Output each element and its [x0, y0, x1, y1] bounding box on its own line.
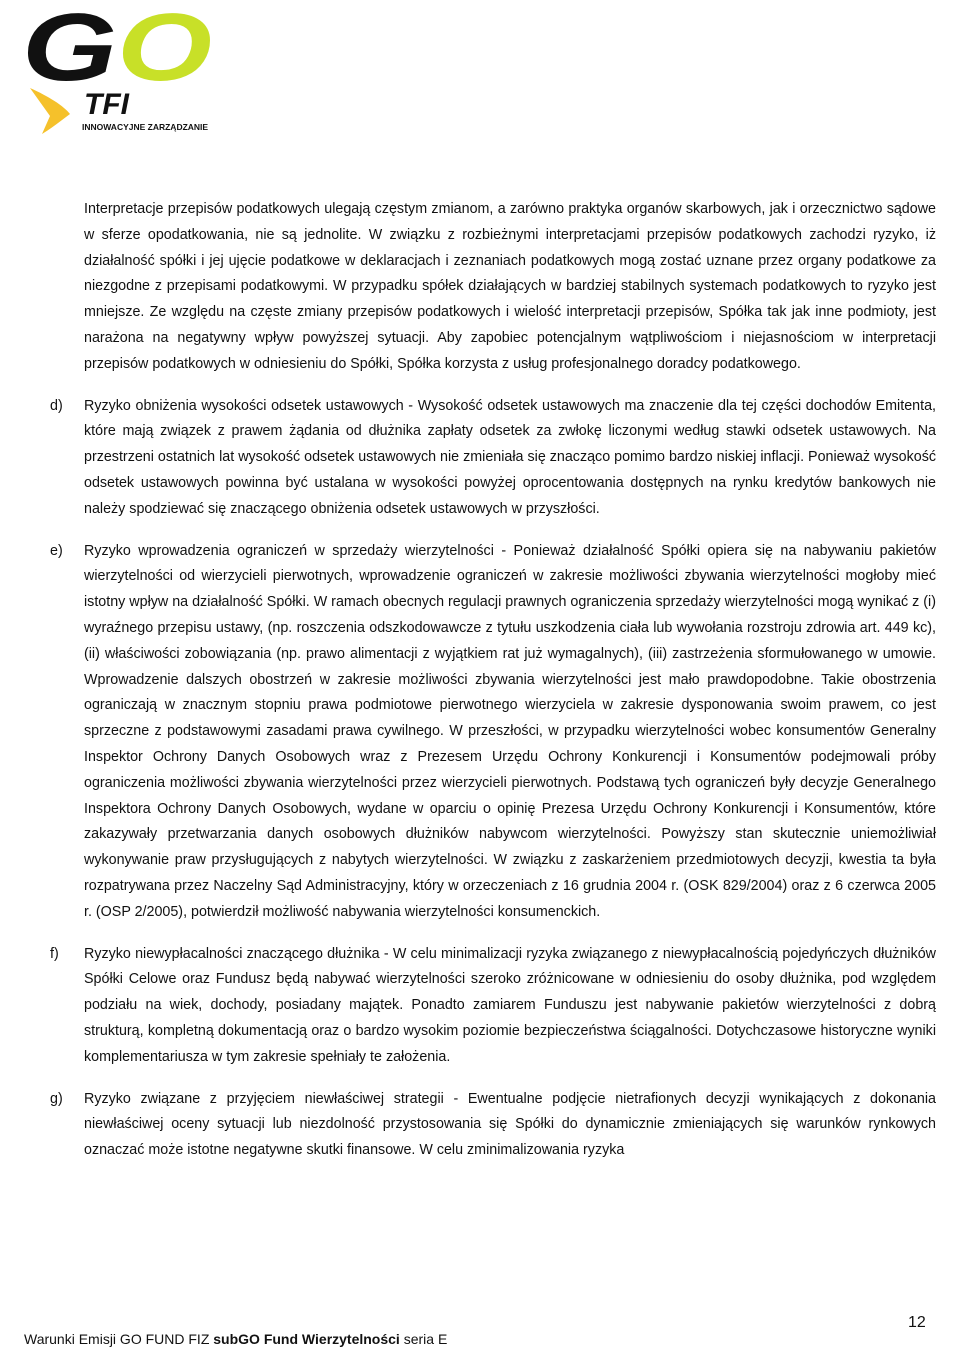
list-marker: e)	[50, 542, 63, 559]
footer-prefix: Warunki Emisji GO FUND FIZ	[24, 1331, 214, 1347]
footer-suffix: seria E	[399, 1331, 448, 1347]
list-item-e	[0, 539, 960, 926]
page-footer	[24, 1330, 447, 1348]
list-marker: d)	[50, 397, 63, 414]
go-tfi-logo	[22, 6, 237, 136]
page-number: 12	[908, 1314, 926, 1331]
list-marker: g)	[50, 1090, 63, 1107]
list-item-d	[0, 394, 960, 523]
list-item-g	[0, 1087, 960, 1164]
document-body	[0, 197, 960, 1164]
list-item-text: Ryzyko wprowadzenia ograniczeń w sprzedaży wierzytelności - Ponieważ działalność Spółki opiera się na nabywaniu pakietów wierzytelności od wierzycieli pierwotnych, wprowadzenie ograniczeń w zakresie możliwości zbywania wierzytelności mogłoby mieć istotny wpływ na działalność Spółki. W ramach obecnych regulacji prawnych ograniczenia sprzedaży wierzytelności mogą wynikać z (i) wyraźnego przepisu ustawy, (np. roszczenia odszkodowawcze z tytułu uszkodzenia ciała lub wywołania rozstroju zdrowia art. 449 kc), (ii) właściwości zobowiązania (np. prawo alimentacji z wyjątkiem rat już wymagalnych), (iii) zastrzeżenia sformułowanego w umowie. Wprowadzenie dalszych obostrzeń w zakresie możliwości zbywania wierzytelności jest mało prawdopodobne. Takie obostrzenia ograniczają w znacznym stopniu prawa podmiotowe pierwotnego wierzyciela w zakresie dysponowania swoim prawem, co jest sprzeczne z podstawowymi zasadami prawa cywilnego. W przeszłości, w przypadku wierzytelności wobec konsumentów Generalny Inspektor Ochrony Danych Osobowych wraz z Prezesem Urzędu Ochrony Konkurencji i Konsumentów podejmowali próby ograniczenia możliwości zbywania wierzytelności przez wierzycieli pierwotnych. Podstawą tych ograniczeń były decyzje Generalnego Inspektora Ochrony Danych Osobowych, wydane w oparciu o opinię Prezesa Urzędu Ochrony Konkurencji i Konsumentów, które zakazywały przetwarzania danych osobowych dłużników nabywcom wierzytelności. Powyższy stan skutecznie uniemożliwiał wykonywanie praw przysługujących z nabytych wierzytelności. W związku z zaskarżeniem przedmiotowych decyzji, kwestia ta była rozpatrywana przez Naczelny Sąd Administracyjny, który w orzeczeniach z 16 grudnia 2004 r. (OSK 829/2004) oraz z 6 czerwca 2005 r. (OSP 2/2005), potwierdził możliwość nabywania wierzytelności konsumenckich.	[84, 542, 936, 920]
logo-main-text: G O	[22, 6, 192, 101]
list-item-text: Ryzyko obniżenia wysokości odsetek ustawowych - Wysokość odsetek ustawowych ma znaczenie dla tej części dochodów Emitenta, które mają związek z prawem żądania od dłużnika zapłaty odsetek za zwłokę liczonymi według stawki odsetek ustawowych. Na przestrzeni ostatnich lat wysokość odsetek ustawowych nie zmieniała się znacząco pomimo bardzo niskiej inflacji. Ponieważ wysokość odsetek ustawowych powinna być ustalana w wysokości powyżej oprocentowania dostępnych na rynku kredytów bankowych nie należy spodziewać się znaczącego obniżenia odsetek ustawowych w przyszłości.	[84, 397, 936, 517]
intro-paragraph: Interpretacje przepisów podatkowych ulegają częstym zmianom, a zarówno praktyka organów skarbowych, jak i orzecznictwo sądowe w sferze opodatkowania, nie są jednolite. W związku z rozbieżnymi interpretacjami przepisów podatkowych zachodzi ryzyko, iż działalność spółki i jej ujęcie podatkowe w deklaracjach i zeznaniach podatkowych mogą zostać uznane przez organy podatkowe za niezgodne z przepisami podatkowymi. W przypadku spółek działających w bardziej stabilnych systemach podatkowych to ryzyko jest mniejsze. Ze względu na częste zmiany przepisów podatkowych i wielość interpretacji przepisów, Spółka tak jak inne podmioty, jest narażona na negatywny wpływ powyższej sytuacji. Aby zapobiec potencjalnym wątpliwościom i niejasnościom w interpretacji przepisów podatkowych w odniesieniu do Spółki, Spółka korzysta z usług profesjonalnego doradcy podatkowego.	[84, 201, 936, 372]
list-item-text: Ryzyko niewypłacalności znaczącego dłużnika - W celu minimalizacji ryzyka związanego z niewypłacalnością pojedyńczych dłużników Spółki Celowe oraz Fundusz będą nabywać wierzytelności szeroko zróżnicowane w odniesieniu do osoby dłużnika, pod względem podziału na wiek, dochody, posiadany majątek. Ponadto zamiarem Funduszu jest nabywanie pakietów wierzytelności z dobrą strukturą, kompletną dokumentacją oraz o bardzo wysokim poziomie bezpieczeństwa ściągalności. Dotychczasowe historyczne wyniki komplementariusza w tym zakresie spełniały te założenia.	[84, 945, 936, 1065]
logo-tagline: INNOWACYJNE ZARZĄDZANIE	[82, 122, 209, 132]
logo-sub-text: TFI	[84, 88, 129, 121]
list-item-text: Ryzyko związane z przyjęciem niewłaściwej strategii - Ewentualne podjęcie nietrafionych decyzji wynikających z dokonania niewłaściwej oceny sytuacji lub niezdolność przystosowania się Spółki do dynamicznie zmieniających się warunków rynkowych oznaczać może istotne negatywne skutki finansowe. W celu zminimalizowania ryzyka	[84, 1090, 936, 1159]
footer-bold: subGO Fund Wierzytelności	[213, 1331, 400, 1347]
list-marker: f)	[50, 945, 59, 962]
list-item-f	[0, 942, 960, 1071]
